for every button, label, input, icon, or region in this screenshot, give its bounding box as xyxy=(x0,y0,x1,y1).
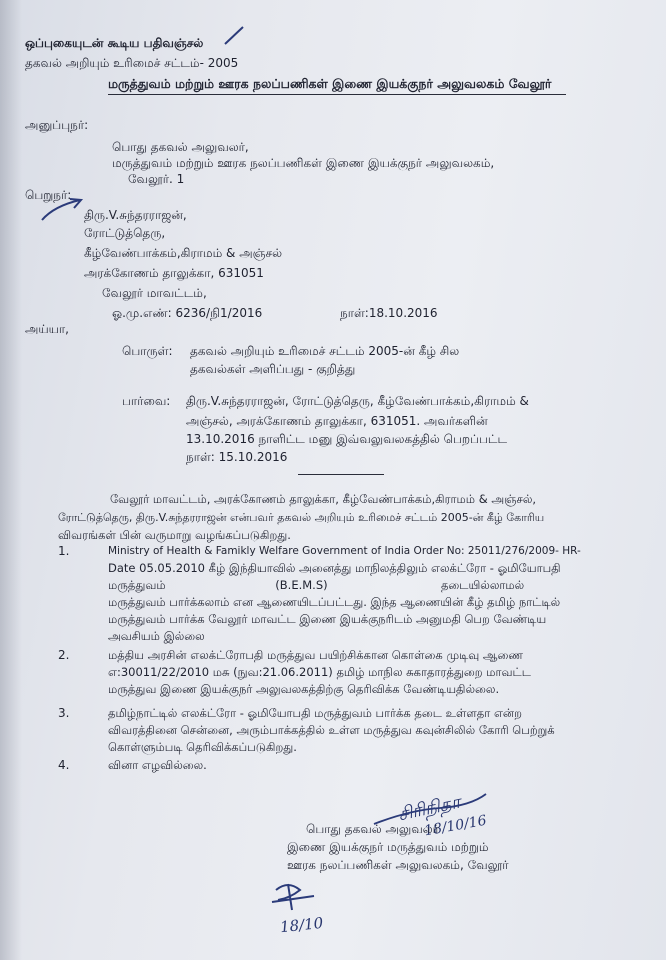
item-number: 1. xyxy=(58,544,70,558)
item-line: Ministry of Health & Famikly Welfare Government of India Order No: 25011/276/2009- HR- xyxy=(108,545,581,557)
office-title-underline xyxy=(108,94,566,95)
reference-number: ஓ.மு.எண்: 6236/நி1/2016 xyxy=(112,306,263,320)
registered-post-label: ஒப்புகையுடன் கூடிய பதிவஞ்சல் xyxy=(25,36,204,50)
intro-line-3: விவரங்கள் பின் வருமாறு வழங்கப்படுகிறது. xyxy=(58,528,291,542)
intro-line-1: வேலூர் மாவட்டம், அரக்கோணம் தாலுக்கா, கீழ்வேண்பாக்கம்,கிராமம் & அஞ்சல், xyxy=(110,492,537,506)
item-line: Date 05.05.2010 கீழ் இந்தியாவில் அனைத்து மாநிலத்திலும் எலக்ட்ரோ - ஓமியோபதி xyxy=(108,561,561,575)
office-title: மருத்துவம் மற்றும் ஊரக நலப்பணிகள் இணை இயக்குநர் அலுவலகம் வேலூர் xyxy=(108,76,552,91)
item-line: மருத்துவம் பார்க்க வேலூர் மாவட்ட இணை இயக்குநரிடம் அனுமதி பெற வேண்டிய xyxy=(108,612,547,626)
signature-line-2: இணை இயக்குநர் மருத்துவம் மற்றும் xyxy=(287,840,489,854)
handwritten-signature: சிரிநிதா xyxy=(396,791,463,826)
initial-date: 18/10 xyxy=(279,913,325,937)
ref-label: பார்வை: xyxy=(122,394,171,408)
recipient-line-5: வேலூர் மாவட்டம், xyxy=(102,286,207,300)
item-line: மருத்துவம் (B.E.M.S) தடையில்லாமல் xyxy=(108,578,525,592)
subject-line-2: தகவல்கள் அளிப்பது - குறித்து xyxy=(190,362,356,376)
item-line: எ:30011/22/2010 மசு (நுவ:21.06.2011) தமிழ் மாநில சுகாதாரத்துறை மாவட்ட xyxy=(108,665,531,679)
item-line: வினா எழவில்லை. xyxy=(108,758,207,772)
sender-line-3: வேலூர். 1 xyxy=(128,172,185,186)
recipient-label: பெறுநர்: xyxy=(25,188,72,202)
intro-line-2: ரோட்டுத்தெரு, திரு.V.சுந்தரராஜன் என்பவர் தகவல் அறியும் உரிமைச் சட்டம் 2005-ன் கீழ் கோரிய xyxy=(58,511,545,524)
salutation: அய்யா, xyxy=(25,322,69,336)
section-divider xyxy=(298,474,384,475)
sender-label: அனுப்புநர்: xyxy=(25,118,89,132)
item-line: மருத்துவம் பார்க்கலாம் என ஆணையிடப்பட்டது. இந்த ஆணையின் கீழ் தமிழ் நாட்டில் xyxy=(108,595,561,609)
check-mark-icon xyxy=(222,24,246,46)
item-line: மத்திய அரசின் எலக்ட்ரோபதி மருத்துவ பயிற்சிக்கான கொள்கை முடிவு ஆணை xyxy=(108,648,523,662)
item-line: கொள்ளும்படி தெரிவிக்கப்படுகிறது. xyxy=(108,740,297,754)
recipient-line-4: அரக்கோணம் தாலுக்கா, 631051 xyxy=(84,266,264,280)
item-number: 3. xyxy=(58,706,70,720)
initial-scribble-icon xyxy=(268,880,318,916)
pen-arrow-mark-icon xyxy=(40,196,84,222)
sender-line-1: பொது தகவல் அலுவலர், xyxy=(112,140,249,154)
recipient-line-3: கீழ்வேண்பாக்கம்,கிராமம் & அஞ்சல் xyxy=(84,246,283,260)
signature-line-3: ஊரக நலப்பணிகள் அலுவலகம், வேலூர் xyxy=(287,858,509,872)
signature-line-1: பொது தகவல் அலுவலர் xyxy=(306,822,439,836)
item-line: மருத்துவ இணை இயக்குநர் அலுவலகத்திற்கு தெரிவிக்க வேண்டியதில்லை. xyxy=(108,682,500,696)
rti-act-label: தகவல் அறியும் உரிமைச் சட்டம்- 2005 xyxy=(25,56,239,70)
subject-line-1: தகவல் அறியும் உரிமைச் சட்டம் 2005-ன் கீழ் சில xyxy=(190,344,460,358)
ref-line-3: 13.10.2016 நாளிட்ட மனு இவ்வலுவலகத்தில் பெறப்பட்ட xyxy=(186,432,508,446)
recipient-line-2: ரோட்டுத்தெரு, xyxy=(84,226,166,240)
ref-line-4: நாள்: 15.10.2016 xyxy=(186,450,288,464)
item-number: 4. xyxy=(58,758,70,772)
reference-date: நாள்:18.10.2016 xyxy=(340,306,438,320)
ref-line-1: திரு.V.சுந்தரராஜன், ரோட்டுத்தெரு, கீழ்வேண்பாக்கம்,கிராமம் & xyxy=(186,394,529,408)
item-line: தமிழ்நாட்டில் எலக்ட்ரோ - ஓமியோபதி மருத்துவம் பார்க்க தடை உள்ளதா என்ற xyxy=(108,706,522,720)
recipient-line-1: திரு.V.சுந்தரராஜன், xyxy=(84,208,187,222)
ref-line-2: அஞ்சல், அரக்கோணம் தாலுக்கா, 631051. அவர்களின் xyxy=(186,414,488,428)
item-line: அவசியம் இல்லை xyxy=(108,629,205,643)
page-edge-shadow xyxy=(0,0,22,960)
item-number: 2. xyxy=(58,648,70,662)
subject-label: பொருள்: xyxy=(122,344,173,358)
item-line: விவரத்தினை சென்னை, அரும்பாக்கத்தில் உள்ள மருத்துவ கவுன்சிலில் கோரி பெற்றுக் xyxy=(108,723,555,737)
handwritten-date: 18/10/16 xyxy=(423,812,488,840)
sender-line-2: மருத்துவம் மற்றும் ஊரக நலப்பணிகள் இணை இயக்குநர் அலுவலகம், xyxy=(112,156,495,170)
